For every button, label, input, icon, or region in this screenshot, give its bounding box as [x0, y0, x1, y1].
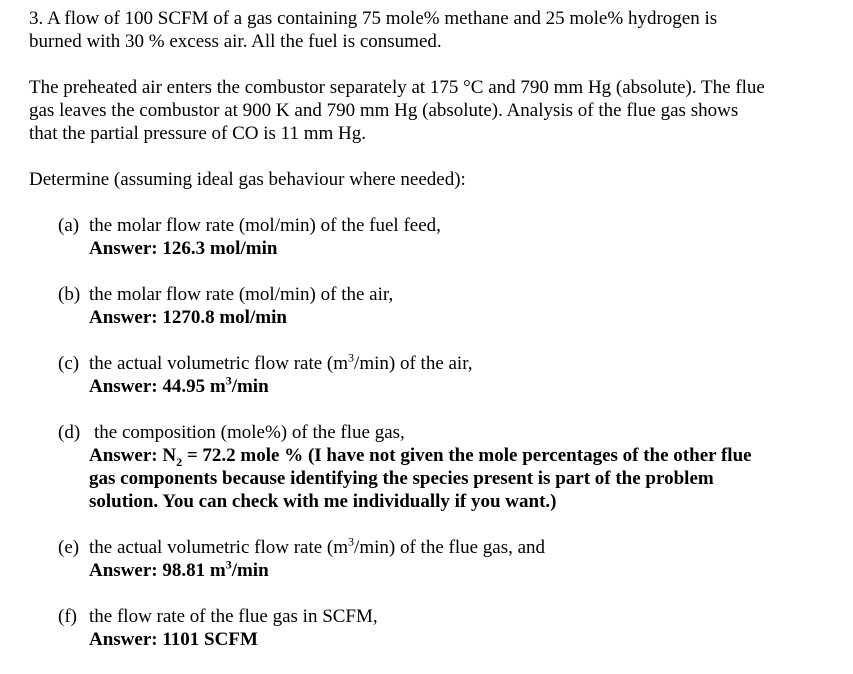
part-c-question-post: /min) of the air,: [354, 353, 473, 374]
part-d-answer: [89, 444, 829, 513]
part-d-answer-line-2: gas components because identifying the species present is part of the problem: [89, 468, 714, 489]
part-d-answer-sub: 2: [176, 454, 183, 469]
part-e-answer: [89, 559, 829, 582]
part-b-answer-value: 1270.8 mol/min: [162, 307, 287, 328]
part-e-answer-pre: 98.81 m: [162, 560, 226, 581]
part-e-letter: (e): [58, 537, 80, 558]
part-c-question-pre: the actual volumetric flow rate (m: [89, 353, 349, 374]
part-b-answer: [89, 306, 829, 329]
conditions-line-3: that the partial pressure of CO is 11 mm Hg.: [29, 123, 367, 144]
part-a: [58, 214, 829, 260]
part-c-question-sup: 3: [348, 350, 355, 365]
part-d-answer-line-1: [89, 444, 829, 467]
part-c-answer-label: Answer:: [89, 376, 158, 397]
part-f-answer: [89, 628, 829, 651]
part-b-question: [58, 283, 829, 306]
part-d-answer-line1-rest: = 72.2 mole % (I have not given the mole percentages of the other flue: [182, 445, 752, 466]
part-e-question-pre: the actual volumetric flow rate (m: [89, 537, 349, 558]
intro-line-2: burned with 30 % excess air. All the fuel is consumed.: [29, 31, 442, 52]
part-a-question: [58, 214, 829, 237]
problem-conditions: [29, 76, 829, 145]
part-e-question: [58, 536, 829, 559]
part-a-answer: [89, 237, 829, 260]
part-e-answer-value: [162, 557, 269, 581]
part-b-letter: (b): [58, 284, 81, 305]
part-d-answer-n: N: [162, 445, 177, 466]
part-c: [58, 352, 829, 398]
determine-instruction: [29, 168, 829, 191]
part-c-answer-value: [162, 373, 269, 397]
part-f: [58, 605, 829, 651]
intro-line-1: 3. A flow of 100 SCFM of a gas containing 75 mole% methane and 25 mole% hydrogen is: [29, 8, 718, 29]
part-a-letter: (a): [58, 215, 80, 236]
part-b-question-text: the molar flow rate (mol/min) of the air,: [89, 284, 394, 305]
part-e-answer-sup: 3: [225, 557, 232, 572]
part-c-answer-post: /min: [231, 376, 269, 397]
part-f-answer-value: 1101 SCFM: [162, 629, 258, 650]
part-e-question-sup: 3: [348, 534, 355, 549]
part-e: [58, 536, 829, 582]
part-c-letter: (c): [58, 353, 80, 374]
part-b: [58, 283, 829, 329]
conditions-line-1: The preheated air enters the combustor separately at 175 °C and 790 mm Hg (absolute). The flue: [29, 77, 765, 98]
part-d-question-text: the composition (mole%) of the flue gas,: [94, 422, 405, 443]
part-c-question: [58, 352, 829, 375]
conditions-line-2: gas leaves the combustor at 900 K and 790 mm Hg (absolute). Analysis of the flue gas shows: [29, 100, 739, 121]
part-f-question: [58, 605, 829, 628]
part-f-question-text: the flow rate of the flue gas in SCFM,: [89, 606, 378, 627]
part-e-answer-post: /min: [231, 560, 269, 581]
part-d: [58, 421, 829, 513]
part-d-answer-line-3: solution. You can check with me individually if you want.): [89, 491, 557, 512]
part-c-answer-pre: 44.95 m: [162, 376, 226, 397]
part-d-question: [58, 421, 829, 444]
determine-text: Determine (assuming ideal gas behaviour where needed):: [29, 169, 466, 190]
part-e-answer-label: Answer:: [89, 560, 158, 581]
part-a-question-text: the molar flow rate (mol/min) of the fuel feed,: [89, 215, 441, 236]
part-b-answer-label: Answer:: [89, 307, 158, 328]
part-c-question-text: [89, 352, 473, 375]
part-c-answer-sup: 3: [225, 373, 232, 388]
part-e-question-text: [89, 536, 545, 559]
document-page: [29, 7, 829, 674]
part-c-answer: [89, 375, 829, 398]
part-a-answer-value: 126.3 mol/min: [162, 238, 278, 259]
part-e-question-post: /min) of the flue gas, and: [354, 537, 546, 558]
problem-intro: [29, 7, 829, 53]
part-d-answer-label: Answer:: [89, 445, 158, 466]
part-f-answer-label: Answer:: [89, 629, 158, 650]
part-a-answer-label: Answer:: [89, 238, 158, 259]
part-d-letter: (d): [58, 422, 81, 443]
part-f-letter: (f): [58, 606, 77, 627]
